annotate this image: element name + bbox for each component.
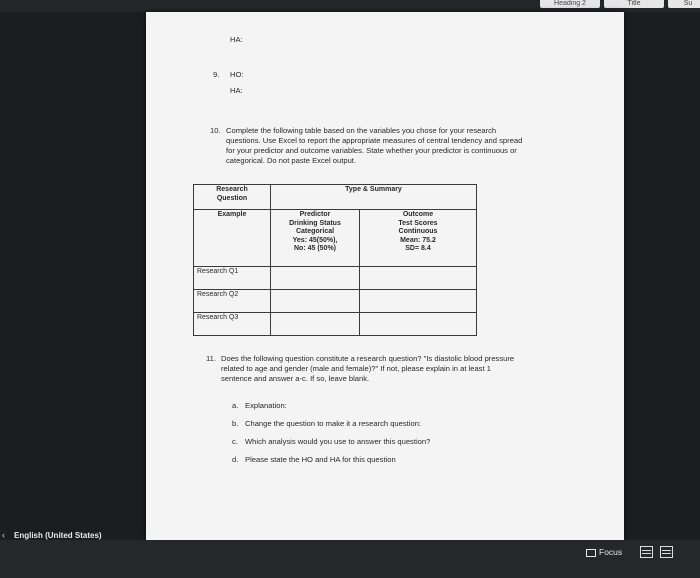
web-layout-icon[interactable] bbox=[660, 546, 673, 558]
q11-item-c-label: c. bbox=[232, 437, 238, 446]
style-subtitle[interactable]: Su bbox=[668, 0, 700, 8]
row-rq1-predictor[interactable] bbox=[271, 267, 360, 290]
predictor-line2: Drinking Status bbox=[289, 219, 341, 227]
q11-item-c-text: Which analysis would you use to answer this question? bbox=[245, 437, 431, 446]
row-rq1-label: Research Q1 bbox=[194, 267, 271, 290]
row-rq3-outcome[interactable] bbox=[360, 313, 477, 336]
q11-line-1: Does the following question constitute a research question? "Is diastolic blood pressure bbox=[221, 354, 515, 363]
row-rq2-outcome[interactable] bbox=[360, 290, 477, 313]
example-label: Example bbox=[194, 210, 271, 267]
q11-number: 11. bbox=[206, 354, 216, 363]
q11-item-d-text: Please state the HO and HA for this question bbox=[245, 455, 396, 464]
row-rq1-outcome[interactable] bbox=[360, 267, 477, 290]
outcome-line5: SD= 8.4 bbox=[405, 245, 431, 253]
outcome-line2: Test Scores bbox=[398, 219, 438, 227]
header-research-question bbox=[194, 185, 271, 210]
q9-ha: HA: bbox=[230, 86, 243, 95]
ha-top-label: HA: bbox=[230, 35, 243, 44]
header-type-summary: Type & Summary bbox=[271, 185, 477, 210]
q9-ho: HO: bbox=[230, 70, 244, 79]
example-outcome-cell[interactable] bbox=[360, 210, 477, 267]
q9-number: 9. bbox=[213, 70, 220, 79]
outcome-line3: Continuous bbox=[398, 228, 438, 236]
header-rq-line1: Research bbox=[216, 186, 248, 193]
focus-icon bbox=[586, 549, 596, 557]
ribbon-strip bbox=[0, 0, 700, 12]
q11-line-3: sentence and answer a-c. If so, leave blank. bbox=[221, 374, 370, 383]
row-rq3-predictor[interactable] bbox=[271, 313, 360, 336]
summary-table bbox=[193, 184, 477, 336]
document-page[interactable] bbox=[146, 12, 624, 540]
q11-item-a-text: Explanation: bbox=[245, 401, 287, 410]
header-rq-line2: Question bbox=[216, 194, 248, 202]
style-title[interactable]: Title bbox=[604, 0, 664, 8]
q10-line-3: for your predictor and outcome variables. State whether your predictor is continuous or bbox=[226, 146, 517, 155]
predictor-line5: No: 45 (50%) bbox=[293, 245, 336, 253]
predictor-line3: Categorical bbox=[295, 228, 335, 236]
row-rq2-label: Research Q2 bbox=[194, 290, 271, 313]
row-rq2-predictor[interactable] bbox=[271, 290, 360, 313]
focus-label: Focus bbox=[599, 547, 623, 557]
focus-mode-button[interactable] bbox=[586, 547, 622, 557]
predictor-line1: Predictor bbox=[299, 211, 331, 218]
q11-item-d-label: d. bbox=[232, 455, 239, 464]
example-predictor-cell[interactable] bbox=[271, 210, 360, 267]
print-layout-icon[interactable] bbox=[640, 546, 653, 558]
status-bar bbox=[0, 540, 700, 578]
row-rq3-label: Research Q3 bbox=[194, 313, 271, 336]
q10-line-1: Complete the following table based on the variables you chose for your research bbox=[226, 126, 497, 135]
outcome-line1: Outcome bbox=[402, 211, 434, 218]
q11-item-b-text: Change the question to make it a research question: bbox=[245, 419, 422, 428]
q10-line-2: questions. Use Excel to report the appropriate measures of central tendency and spread bbox=[226, 136, 523, 145]
q11-line-2: related to age and gender (male and female)?" If not, please explain in at least 1 bbox=[221, 364, 491, 373]
q11-item-a-label: a. bbox=[232, 401, 239, 410]
style-heading2[interactable]: Heading 2 bbox=[540, 0, 600, 8]
chevron-left-icon: ‹ bbox=[2, 530, 5, 540]
q10-line-4: categorical. Do not paste Excel output. bbox=[226, 156, 357, 165]
outcome-line4: Mean: 75.2 bbox=[400, 236, 436, 244]
q10-number: 10. bbox=[210, 126, 221, 135]
q11-item-b-label: b. bbox=[232, 419, 239, 428]
predictor-line4: Yes: 45(50%), bbox=[292, 236, 338, 244]
language-indicator[interactable]: English (United States) bbox=[14, 531, 102, 540]
